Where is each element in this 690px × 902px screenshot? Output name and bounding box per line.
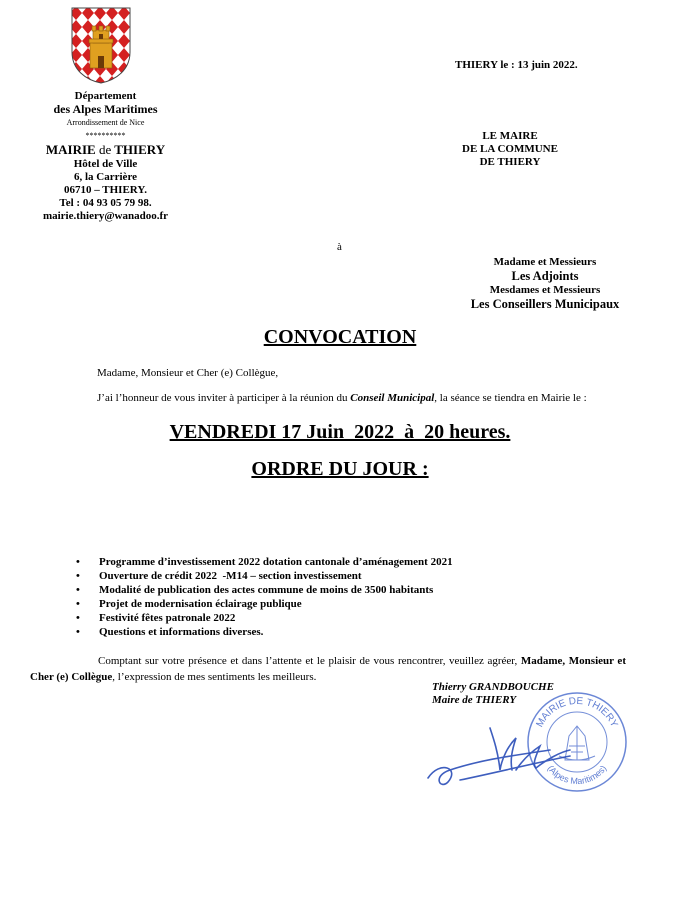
separator-stars: ********** [85, 131, 126, 140]
handwritten-signature [420, 720, 580, 790]
mairie-address-block [18, 90, 193, 223]
postal-city: 06710 – THIERY. [63, 184, 148, 196]
department-label: Département [74, 90, 137, 102]
closing-text-1: Comptant sur votre présence et dans l’attente et le plaisir de vous rencontrer, veuillez agréer, [98, 655, 521, 667]
intro-text-before: J’ai l’honneur de vous inviter à participer à la réunion du [97, 392, 351, 404]
agenda-list [76, 555, 453, 639]
salutation: Madame, Monsieur et Cher (e) Collègue, [97, 367, 279, 379]
agenda-item: • Programme d’investissement 2022 dotation cantonale d’aménagement 2021 [76, 555, 453, 569]
recipients-line-1: Madame et Messieurs [493, 256, 597, 268]
mairie-word: MAIRIE [45, 142, 96, 157]
intro-text-after: , la séance se tiendra en Mairie le : [434, 392, 587, 404]
agenda-item: • Modalité de publication des actes commune de moins de 3500 habitants [76, 583, 453, 597]
agenda-title: ORDRE DU JOUR : [251, 458, 429, 480]
intro-emphasis: Conseil Municipal [350, 392, 435, 404]
stamp-top-text: MAIRIE DE THIERY [534, 695, 620, 730]
agenda-item: • Ouverture de crédit 2022 -M14 – section investissement [76, 569, 453, 583]
mairie-name [18, 142, 193, 158]
recipients-block [445, 255, 645, 311]
meeting-datetime: VENDREDI 17 Juin 2022 à 20 heures. [169, 421, 511, 443]
sender-line-3: DE THIERY [479, 156, 541, 168]
street-address: 6, la Carrière [73, 171, 138, 183]
closing-bold: Madame, Monsieur et Cher (e) Collègue [30, 655, 626, 683]
agenda-item: • Festivité fêtes patronale 2022 [76, 611, 453, 625]
recipients-line-2: Les Adjoints [511, 269, 579, 283]
stamp-bottom-text: (Alpes Maritimes) [545, 763, 609, 787]
agenda-item: • Questions et informations diverses. [76, 625, 453, 639]
sender-line-2: DE LA COMMUNE [462, 143, 558, 155]
de-word: de [98, 142, 112, 157]
email-address[interactable]: mairie.thiery@wanadoo.fr [42, 210, 169, 222]
recipients-line-3: Mesdames et Messieurs [489, 284, 601, 296]
intro-paragraph [97, 392, 587, 404]
arrondissement: Arrondissement de Nice [66, 118, 145, 127]
signatory-name: Thierry GRANDBOUCHE [432, 681, 554, 693]
to-word: à [337, 241, 342, 253]
letter-date: THIERY le : 13 juin 2022. [455, 59, 578, 71]
municipal-crest-logo [70, 6, 132, 84]
document-title: CONVOCATION [263, 326, 417, 348]
commune-name: THIERY [114, 142, 166, 157]
building-name: Hôtel de Ville [73, 158, 138, 170]
agenda-item: • Projet de modernisation éclairage publique [76, 597, 453, 611]
recipients-line-4: Les Conseillers Municipaux [470, 297, 620, 311]
closing-text-2: , l’expression de mes sentiments les meilleurs. [112, 671, 317, 683]
phone-number: Tel : 04 93 05 79 98. [59, 197, 152, 209]
department-name: des Alpes Maritimes [53, 102, 158, 116]
sender-line-1: LE MAIRE [482, 130, 538, 142]
signatory-role: Maire de THIERY [432, 694, 517, 706]
sender-block [455, 130, 565, 169]
